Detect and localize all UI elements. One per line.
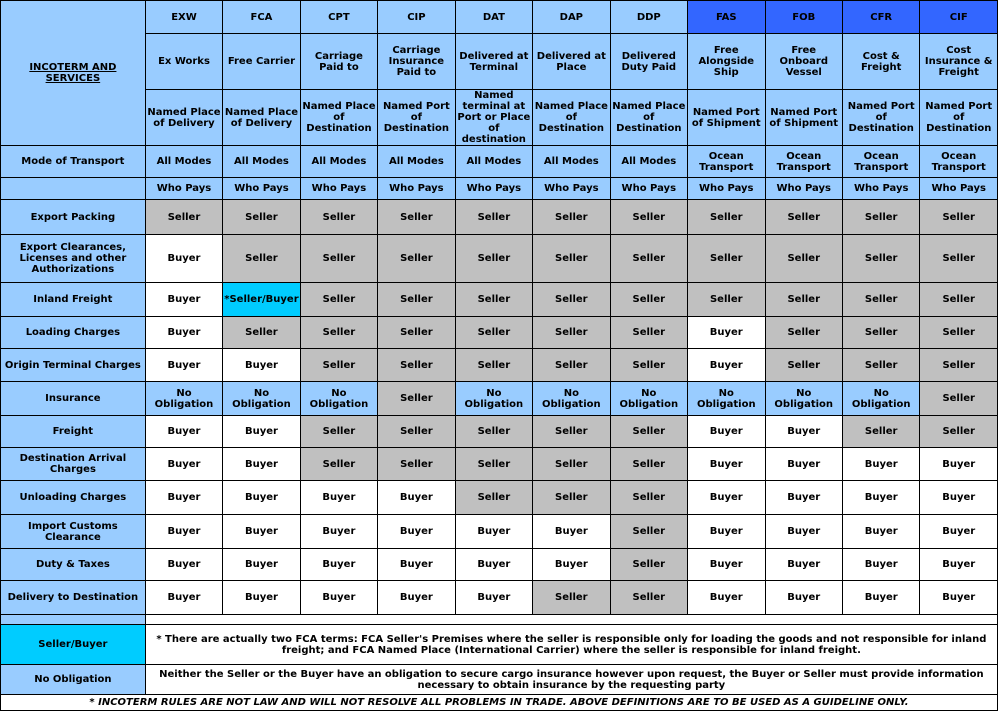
responsibility-cell: Buyer: [688, 481, 765, 515]
table-row: [1, 481, 998, 515]
responsibility-cell: Buyer: [455, 515, 532, 549]
responsibility-cell: Buyer: [842, 481, 919, 515]
responsibility-cell: Seller: [920, 317, 998, 349]
who-pays-cell: Who Pays: [765, 178, 842, 200]
mode-cell: All Modes: [455, 146, 532, 178]
who-pays-cell: Who Pays: [533, 178, 610, 200]
responsibility-cell: Seller: [688, 283, 765, 317]
named-place-cif: Named Port of Destination: [920, 90, 998, 146]
incoterm-name: Delivered at Terminal: [455, 34, 532, 90]
responsibility-cell: Seller: [300, 200, 377, 235]
responsibility-cell: Seller: [610, 448, 687, 481]
incoterm-code: FOB: [765, 1, 842, 34]
responsibility-cell: No Obligation: [455, 382, 532, 416]
responsibility-cell: Seller: [455, 235, 532, 283]
responsibility-cell: Buyer: [533, 515, 610, 549]
responsibility-cell: Buyer: [765, 481, 842, 515]
responsibility-cell: Buyer: [765, 515, 842, 549]
incoterm-code: CIF: [920, 1, 998, 34]
responsibility-cell: Seller: [533, 200, 610, 235]
named-place-dap: Named Place of Destination: [533, 90, 610, 146]
responsibility-cell: Buyer: [145, 416, 222, 448]
responsibility-cell: Seller: [300, 416, 377, 448]
responsibility-cell: Seller: [842, 235, 919, 283]
incoterm-code: FCA: [223, 1, 300, 34]
responsibility-cell: Buyer: [765, 448, 842, 481]
responsibility-cell: Buyer: [765, 549, 842, 581]
incoterm-name: Carriage Paid to: [300, 34, 377, 90]
responsibility-cell: Seller: [920, 235, 998, 283]
table-title: INCOTERM AND SERVICES: [29, 62, 117, 84]
who-pays-cell: Who Pays: [455, 178, 532, 200]
table-row: [1, 549, 998, 581]
who-pays-cell: Who Pays: [920, 178, 998, 200]
responsibility-cell: Seller: [378, 416, 455, 448]
table-row: [1, 448, 998, 481]
who-pays-cell: Who Pays: [842, 178, 919, 200]
responsibility-cell: Seller: [610, 200, 687, 235]
responsibility-cell: Seller: [533, 448, 610, 481]
responsibility-cell: Buyer: [145, 235, 222, 283]
responsibility-cell: Seller: [610, 481, 687, 515]
responsibility-cell: Seller: [842, 349, 919, 382]
service-label: Export Packing: [1, 200, 146, 235]
legend-seller-buyer-label: Seller/Buyer: [1, 625, 146, 665]
mode-cell: All Modes: [223, 146, 300, 178]
responsibility-cell: Seller: [378, 382, 455, 416]
responsibility-cell: Seller: [765, 349, 842, 382]
responsibility-cell: Seller: [610, 515, 687, 549]
responsibility-cell: No Obligation: [610, 382, 687, 416]
responsibility-cell: No Obligation: [688, 382, 765, 416]
responsibility-cell: Seller: [688, 235, 765, 283]
table-row: [1, 581, 998, 615]
responsibility-cell: Buyer: [842, 448, 919, 481]
responsibility-cell: Buyer: [300, 515, 377, 549]
spacer-cell: [1, 615, 146, 625]
incoterm-name: Delivered at Place: [533, 34, 610, 90]
responsibility-cell: Seller: [455, 349, 532, 382]
service-rows: [1, 200, 998, 615]
responsibility-cell: Seller: [145, 200, 222, 235]
responsibility-cell: Buyer: [688, 515, 765, 549]
incoterm-name: Free Alongside Ship: [688, 34, 765, 90]
responsibility-cell: Seller: [378, 317, 455, 349]
who-pays-cell: Who Pays: [223, 178, 300, 200]
named-place-exw: Named Place of Delivery: [145, 90, 222, 146]
mode-cell: Ocean Transport: [842, 146, 919, 178]
who-pays-cell: Who Pays: [378, 178, 455, 200]
responsibility-cell: Buyer: [455, 549, 532, 581]
responsibility-cell: Buyer: [378, 515, 455, 549]
incoterm-name: Carriage Insurance Paid to: [378, 34, 455, 90]
responsibility-cell: Seller: [610, 416, 687, 448]
responsibility-cell: Buyer: [223, 481, 300, 515]
responsibility-cell: Seller: [378, 448, 455, 481]
responsibility-cell: Buyer: [688, 416, 765, 448]
table-row: [1, 349, 998, 382]
responsibility-cell: Seller: [300, 349, 377, 382]
named-place-fob: Named Port of Shipment: [765, 90, 842, 146]
incoterm-name: Cost Insurance & Freight: [920, 34, 998, 90]
who-pays-cell: Who Pays: [610, 178, 687, 200]
responsibility-cell: Buyer: [378, 549, 455, 581]
incoterm-code: CFR: [842, 1, 919, 34]
responsibility-cell: Seller: [842, 200, 919, 235]
service-label: Inland Freight: [1, 283, 146, 317]
named-place-ddp: Named Place of Destination: [610, 90, 687, 146]
service-label: Duty & Taxes: [1, 549, 146, 581]
mode-cell: Ocean Transport: [920, 146, 998, 178]
responsibility-cell: Seller: [610, 549, 687, 581]
incoterm-name: Free Onboard Vessel: [765, 34, 842, 90]
responsibility-cell: Buyer: [145, 317, 222, 349]
responsibility-cell: Seller: [533, 317, 610, 349]
mode-cell: All Modes: [378, 146, 455, 178]
service-label: Origin Terminal Charges: [1, 349, 146, 382]
responsibility-cell: No Obligation: [300, 382, 377, 416]
responsibility-cell: Buyer: [145, 549, 222, 581]
responsibility-cell: Buyer: [533, 549, 610, 581]
responsibility-cell: Seller: [533, 581, 610, 615]
table-row: [1, 283, 998, 317]
responsibility-cell: Seller: [920, 283, 998, 317]
responsibility-cell: Seller: [610, 349, 687, 382]
named-place-fas: Named Port of Shipment: [688, 90, 765, 146]
responsibility-cell: Seller: [533, 349, 610, 382]
responsibility-cell: Seller: [688, 200, 765, 235]
responsibility-cell: No Obligation: [533, 382, 610, 416]
responsibility-cell: Buyer: [223, 549, 300, 581]
responsibility-cell: Seller: [300, 235, 377, 283]
responsibility-cell: Buyer: [688, 581, 765, 615]
incoterm-name: Cost & Freight: [842, 34, 919, 90]
legend-no-obligation-label: No Obligation: [1, 665, 146, 695]
responsibility-cell: Seller: [920, 382, 998, 416]
mode-cell: Ocean Transport: [765, 146, 842, 178]
responsibility-cell: Seller: [300, 283, 377, 317]
responsibility-cell: Seller: [610, 317, 687, 349]
who-pays-cell: Who Pays: [688, 178, 765, 200]
responsibility-cell: Seller: [378, 349, 455, 382]
responsibility-cell: Seller: [455, 416, 532, 448]
table-row: [1, 235, 998, 283]
responsibility-cell: Buyer: [688, 349, 765, 382]
responsibility-cell: Buyer: [145, 283, 222, 317]
responsibility-cell: Seller: [455, 200, 532, 235]
service-label: Freight: [1, 416, 146, 448]
responsibility-cell: Buyer: [145, 581, 222, 615]
disclaimer: * INCOTERM RULES ARE NOT LAW AND WILL NOT RESOLVE ALL PROBLEMS IN TRADE. ABOVE DEFINITIONS ARE TO BE USED AS A GUIDELINE ONLY.: [1, 695, 998, 711]
responsibility-cell: Seller: [378, 200, 455, 235]
responsibility-cell: Buyer: [920, 481, 998, 515]
responsibility-cell: Seller: [842, 317, 919, 349]
mode-cell: All Modes: [145, 146, 222, 178]
responsibility-cell: Seller: [765, 235, 842, 283]
responsibility-cell: *Seller/Buyer: [223, 283, 300, 317]
responsibility-cell: No Obligation: [842, 382, 919, 416]
responsibility-cell: Seller: [920, 349, 998, 382]
responsibility-cell: Seller: [920, 416, 998, 448]
responsibility-cell: Seller: [223, 235, 300, 283]
responsibility-cell: Seller: [455, 283, 532, 317]
responsibility-cell: Buyer: [378, 581, 455, 615]
responsibility-cell: Seller: [455, 448, 532, 481]
table-row: [1, 416, 998, 448]
table-row: [1, 200, 998, 235]
service-label: Import Customs Clearance: [1, 515, 146, 549]
responsibility-cell: Buyer: [223, 416, 300, 448]
responsibility-cell: Buyer: [920, 581, 998, 615]
responsibility-cell: Buyer: [765, 581, 842, 615]
responsibility-cell: Seller: [610, 581, 687, 615]
responsibility-cell: Buyer: [223, 581, 300, 615]
responsibility-cell: Buyer: [920, 549, 998, 581]
responsibility-cell: Seller: [533, 235, 610, 283]
service-label: Loading Charges: [1, 317, 146, 349]
incoterm-name: Delivered Duty Paid: [610, 34, 687, 90]
table-title-cell: [1, 1, 146, 146]
service-label: Delivery to Destination: [1, 581, 146, 615]
named-place-cpt: Named Place of Destination: [300, 90, 377, 146]
legend-no-obligation-text: Neither the Seller or the Buyer have an obligation to secure cargo insurance however upon request, the Buyer or Seller must provide information necessary to obtain insurance by the requesting party: [145, 665, 997, 695]
incoterm-code: CIP: [378, 1, 455, 34]
responsibility-cell: Buyer: [378, 481, 455, 515]
responsibility-cell: Seller: [765, 317, 842, 349]
mode-cell: All Modes: [300, 146, 377, 178]
responsibility-cell: Seller: [765, 200, 842, 235]
responsibility-cell: Seller: [455, 317, 532, 349]
table-row: [1, 382, 998, 416]
service-label: Unloading Charges: [1, 481, 146, 515]
responsibility-cell: Seller: [920, 200, 998, 235]
mode-cell: All Modes: [610, 146, 687, 178]
incoterm-code: DAT: [455, 1, 532, 34]
responsibility-cell: Buyer: [145, 515, 222, 549]
spacer-cell: [145, 615, 997, 625]
mode-of-transport-label: Mode of Transport: [1, 146, 146, 178]
responsibility-cell: Buyer: [920, 515, 998, 549]
incoterm-code: CPT: [300, 1, 377, 34]
responsibility-cell: Seller: [300, 317, 377, 349]
named-place-cfr: Named Port of Destination: [842, 90, 919, 146]
responsibility-cell: Seller: [842, 283, 919, 317]
named-place-cip: Named Port of Destination: [378, 90, 455, 146]
mode-cell: Ocean Transport: [688, 146, 765, 178]
responsibility-cell: Buyer: [765, 416, 842, 448]
mode-cell: All Modes: [533, 146, 610, 178]
responsibility-cell: Seller: [533, 481, 610, 515]
incoterm-code: DDP: [610, 1, 687, 34]
responsibility-cell: Buyer: [223, 349, 300, 382]
responsibility-cell: Seller: [842, 416, 919, 448]
responsibility-cell: Buyer: [145, 481, 222, 515]
responsibility-cell: No Obligation: [223, 382, 300, 416]
incoterm-code: EXW: [145, 1, 222, 34]
table-row: [1, 317, 998, 349]
responsibility-cell: Buyer: [300, 549, 377, 581]
responsibility-cell: Seller: [533, 283, 610, 317]
legend-seller-buyer-text: * There are actually two FCA terms: FCA Seller's Premises where the seller is responsible only for loading the goods and not responsible for inland freight; and FCA Named Place (International Carrier) where the seller is responsible for inland freight.: [145, 625, 997, 665]
responsibility-cell: Buyer: [688, 448, 765, 481]
responsibility-cell: Seller: [300, 448, 377, 481]
responsibility-cell: Buyer: [223, 448, 300, 481]
responsibility-cell: Buyer: [842, 515, 919, 549]
who-pays-cell: Who Pays: [300, 178, 377, 200]
responsibility-cell: Buyer: [455, 581, 532, 615]
responsibility-cell: No Obligation: [145, 382, 222, 416]
responsibility-cell: Buyer: [688, 317, 765, 349]
responsibility-cell: Buyer: [223, 515, 300, 549]
responsibility-cell: Buyer: [300, 481, 377, 515]
responsibility-cell: Seller: [223, 317, 300, 349]
responsibility-cell: Seller: [533, 416, 610, 448]
who-pays-label-cell: [1, 178, 146, 200]
responsibility-cell: Buyer: [920, 448, 998, 481]
incoterm-code: DAP: [533, 1, 610, 34]
service-label: Insurance: [1, 382, 146, 416]
responsibility-cell: Buyer: [842, 581, 919, 615]
incoterm-name: Free Carrier: [223, 34, 300, 90]
responsibility-cell: Buyer: [145, 448, 222, 481]
incoterm-code: FAS: [688, 1, 765, 34]
responsibility-cell: Seller: [378, 283, 455, 317]
responsibility-cell: Buyer: [300, 581, 377, 615]
responsibility-cell: Buyer: [145, 349, 222, 382]
responsibility-cell: Seller: [378, 235, 455, 283]
incoterm-name: Ex Works: [145, 34, 222, 90]
named-place-dat: Named terminal at Port or Place of destination: [455, 90, 532, 146]
service-label: Export Clearances, Licenses and other Authorizations: [1, 235, 146, 283]
service-label: Destination Arrival Charges: [1, 448, 146, 481]
table-row: [1, 515, 998, 549]
who-pays-cell: Who Pays: [145, 178, 222, 200]
responsibility-cell: No Obligation: [765, 382, 842, 416]
responsibility-cell: Seller: [765, 283, 842, 317]
responsibility-cell: Seller: [610, 235, 687, 283]
responsibility-cell: Buyer: [842, 549, 919, 581]
responsibility-cell: Seller: [610, 283, 687, 317]
responsibility-cell: Seller: [455, 481, 532, 515]
responsibility-cell: Buyer: [688, 549, 765, 581]
responsibility-cell: Seller: [223, 200, 300, 235]
named-place-fca: Named Place of Delivery: [223, 90, 300, 146]
